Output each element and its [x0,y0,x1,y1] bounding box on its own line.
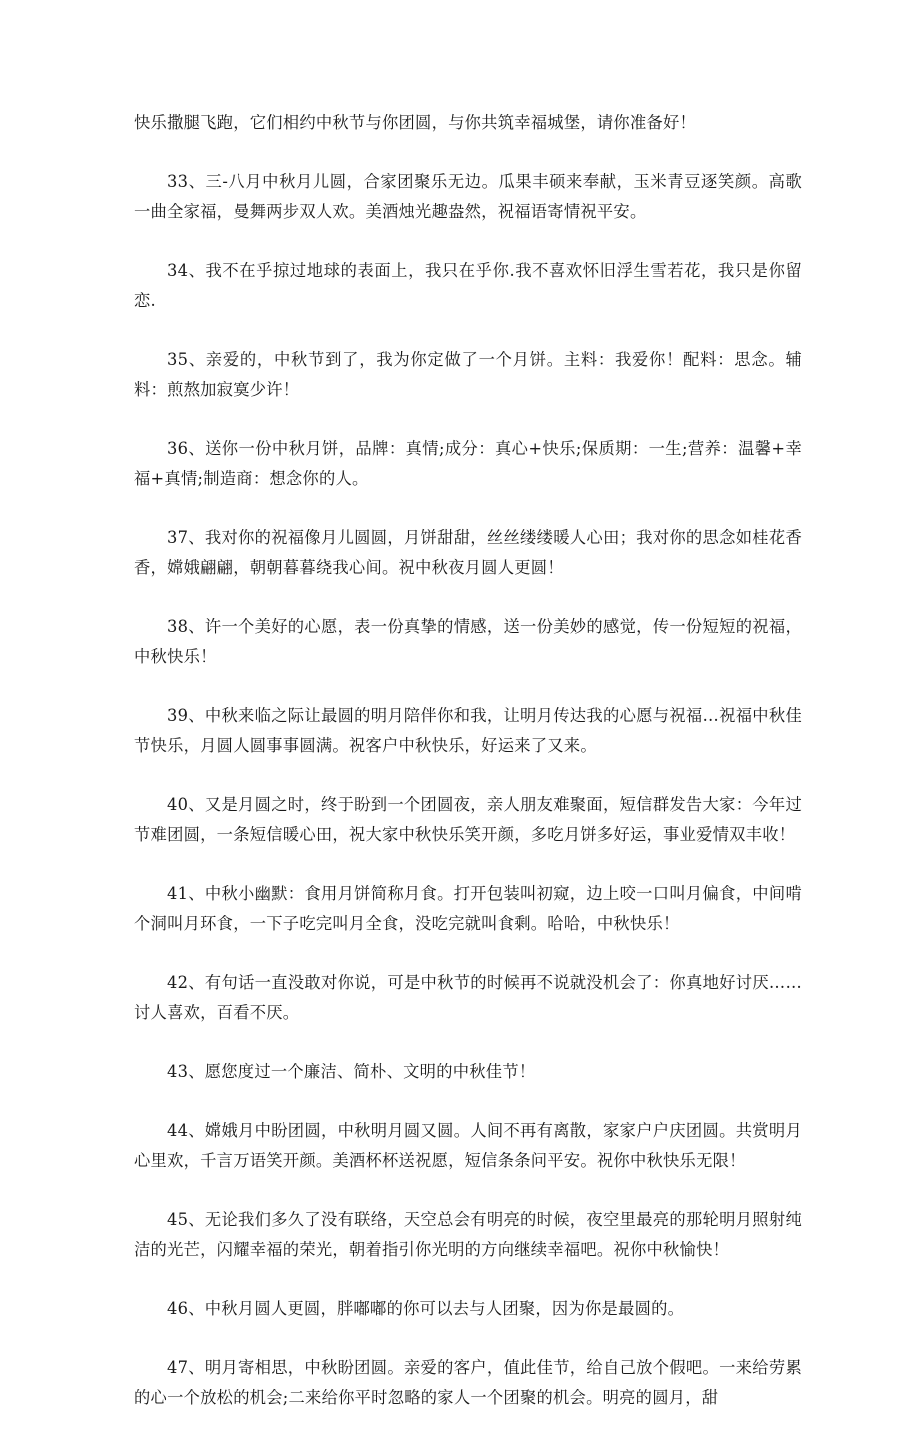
paragraph-39: 39、中秋来临之际让最圆的明月陪伴你和我，让明月传达我的心愿与祝福…祝福中秋佳节快乐，月圆人圆事事圆满。祝客户中秋快乐，好运来了又来。 [134,706,802,755]
paragraph-34: 34、我不在乎掠过地球的表面上，我只在乎你.我不喜欢怀旧浮生雪若花，我只是你留恋. [134,261,802,310]
paragraph-36: 36、送你一份中秋月饼，品牌：真情;成分：真心+快乐;保质期：一生;营养：温馨+幸福+真情;制造商：想念你的人。 [134,439,802,488]
paragraph-44: 44、嫦娥月中盼团圆，中秋明月圆又圆。人间不再有离散，家家户户庆团圆。共赏明月心里欢，千言万语笑开颜。美酒杯杯送祝愿，短信条条问平安。祝你中秋快乐无限！ [134,1121,802,1170]
paragraph-41: 41、中秋小幽默：食用月饼简称月食。打开包装叫初窥，边上咬一口叫月偏食，中间啃个洞叫月环食，一下子吃完叫月全食，没吃完就叫食剩。哈哈，中秋快乐！ [134,884,802,933]
document-body [134,108,802,1442]
paragraph-46: 46、中秋月圆人更圆，胖嘟嘟的你可以去与人团聚，因为你是最圆的。 [167,1299,685,1318]
paragraph-45: 45、无论我们多久了没有联络，天空总会有明亮的时候，夜空里最亮的那轮明月照射纯洁的光芒，闪耀幸福的荣光，朝着指引你光明的方向继续幸福吧。祝你中秋愉快！ [134,1210,802,1259]
paragraph-47: 47、明月寄相思，中秋盼团圆。亲爱的客户，值此佳节，给自己放个假吧。一来给劳累的心一个放松的机会;二来给你平时忽略的家人一个团聚的机会。明亮的圆月，甜 [134,1358,802,1407]
paragraph-42: 42、有句话一直没敢对你说，可是中秋节的时候再不说就没机会了：你真地好讨厌……讨人喜欢，百看不厌。 [134,973,802,1022]
paragraph-43: 43、愿您度过一个廉洁、简朴、文明的中秋佳节！ [167,1062,536,1081]
paragraph-continuation: 快乐撒腿飞跑，它们相约中秋节与你团圆，与你共筑幸福城堡，请你准备好！ [134,113,697,132]
paragraph-37: 37、我对你的祝福像月儿圆圆，月饼甜甜，丝丝缕缕暖人心田；我对你的思念如桂花香香，嫦娥翩翩，朝朝暮暮绕我心间。祝中秋夜月圆人更圆！ [134,528,802,577]
paragraph-40: 40、又是月圆之时，终于盼到一个团圆夜，亲人朋友难聚面，短信群发告大家：今年过节难团圆，一条短信暖心田，祝大家中秋快乐笑开颜，多吃月饼多好运，事业爱情双丰收！ [134,795,802,844]
paragraph-35: 35、亲爱的，中秋节到了，我为你定做了一个月饼。主料：我爱你！配料：思念。辅料：煎熬加寂寞少许！ [134,350,802,399]
paragraph-33: 33、三-八月中秋月儿圆，合家团聚乐无边。瓜果丰硕来奉献，玉米青豆逐笑颜。高歌一曲全家福，曼舞两步双人欢。美酒烛光趣盎然，祝福语寄情祝平安。 [134,172,802,221]
paragraph-38: 38、许一个美好的心愿，表一份真挚的情感，送一份美妙的感觉，传一份短短的祝福，中秋快乐！ [134,617,802,666]
